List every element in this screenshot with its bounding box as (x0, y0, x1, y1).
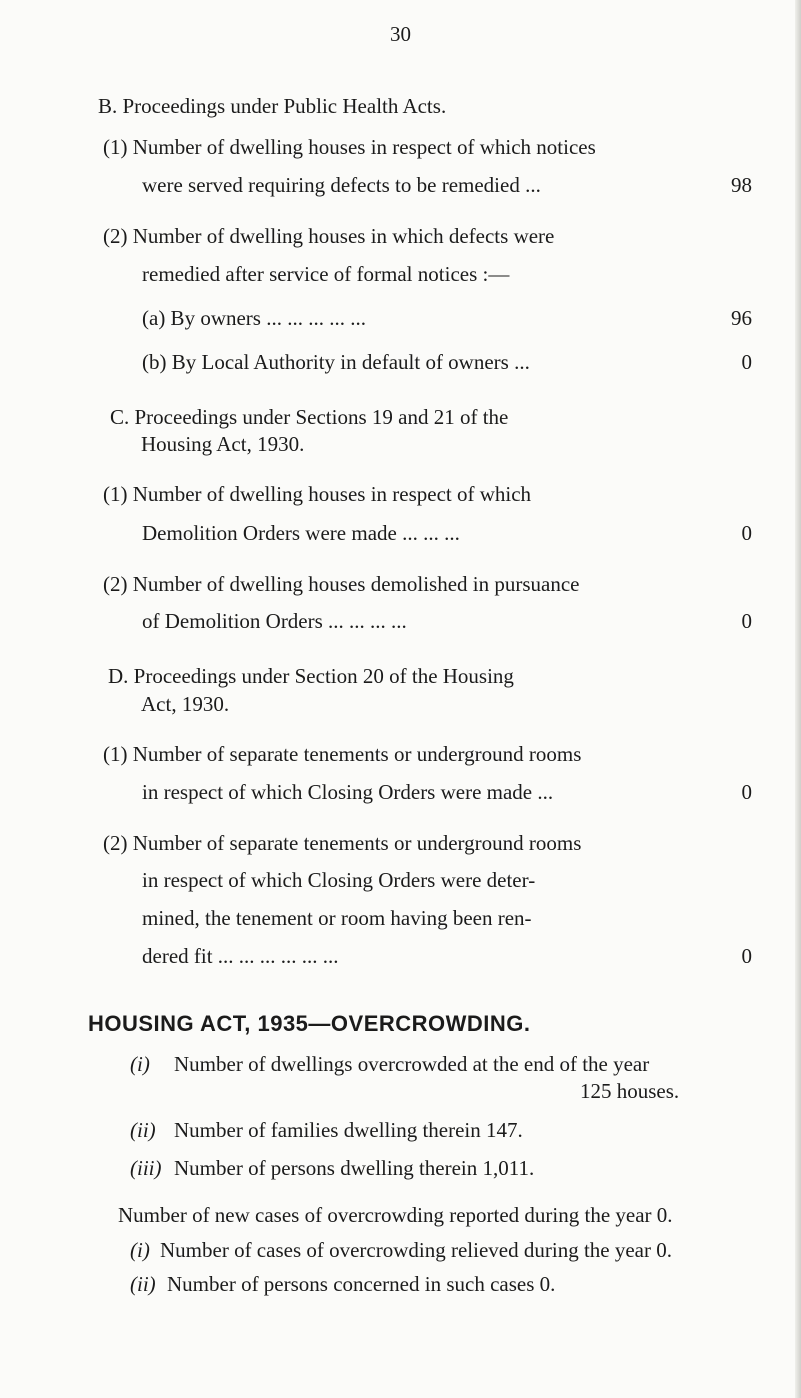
page-number: 30 (390, 22, 411, 46)
section-b-item2a-value: 96 (731, 306, 752, 330)
section-b-item2b-value: 0 (741, 350, 752, 374)
section-d-item2-line4: dered fit ... ... ... ... ... ... (142, 944, 339, 968)
overcrowding-new-cases: Number of new cases of overcrowding reported during the year 0. (118, 1203, 673, 1227)
overcrowding-iii-text: Number of persons dwelling therein 1,011. (174, 1156, 535, 1180)
section-d-item2-line3: mined, the tenement or room having been ren- (142, 906, 532, 930)
section-d-item1-line2: in respect of which Closing Orders were made ... (142, 780, 554, 804)
section-d-item2-value: 0 (741, 944, 752, 968)
section-c-heading-line1: C. Proceedings under Sections 19 and 21 of the (110, 405, 509, 429)
overcrowding-relieved-label (130, 1240, 150, 1261)
section-c-item2-value: 0 (741, 609, 752, 633)
section-c-item1-line1: (1) Number of dwelling houses in respect of which (103, 482, 532, 506)
overcrowding-i-label (130, 1054, 150, 1075)
section-b-item2-line2: remedied after service of formal notices :— (142, 262, 510, 286)
overcrowding-relieved-text: Number of cases of overcrowding relieved during the year 0. (160, 1238, 672, 1262)
section-b-item2-line1: (2) Number of dwelling houses in which defects were (103, 224, 555, 248)
section-d-heading-line1: D. Proceedings under Section 20 of the Housing (108, 664, 514, 688)
section-c-item1-value: 0 (741, 521, 752, 545)
overcrowding-relieved-label-text: (i) (130, 1238, 150, 1262)
section-c-item2-line2: of Demolition Orders ... ... ... ... (142, 609, 407, 633)
section-d-heading-line2: Act, 1930. (141, 692, 230, 716)
section-b-heading: B. Proceedings under Public Health Acts. (98, 94, 447, 118)
overcrowding-i-text: Number of dwellings overcrowded at the end of the year (174, 1052, 650, 1076)
overcrowding-heading: HOUSING ACT, 1935—OVERCROWDING. (88, 1011, 531, 1036)
section-c-heading-line2: Housing Act, 1930. (141, 432, 305, 456)
overcrowding-ii-label (130, 1120, 156, 1141)
section-d-item2-line2: in respect of which Closing Orders were deter- (142, 868, 536, 892)
section-b-item1-line2: were served requiring defects to be remedied ... (142, 173, 541, 197)
overcrowding-ii-label-text: (ii) (130, 1118, 156, 1142)
section-d-item1-line1: (1) Number of separate tenements or underground rooms (103, 742, 582, 766)
section-c-item2-line1: (2) Number of dwelling houses demolished in pursuance (103, 572, 580, 596)
overcrowding-iii-label-text: (iii) (130, 1156, 162, 1180)
section-d-item1-value: 0 (741, 780, 752, 804)
overcrowding-persons-label-text: (ii) (130, 1272, 156, 1296)
section-b-item2a-label: (a) By owners ... ... ... ... ... (142, 306, 366, 330)
overcrowding-iii-label (130, 1158, 162, 1179)
overcrowding-ii-text: Number of families dwelling therein 147. (174, 1118, 523, 1142)
section-c-item1-line2: Demolition Orders were made ... ... ... (142, 521, 460, 545)
section-b-item1-line1: (1) Number of dwelling houses in respect of which notices (103, 135, 596, 159)
overcrowding-persons-label (130, 1274, 156, 1295)
section-b-item2b-label: (b) By Local Authority in default of owners ... (142, 350, 530, 374)
section-d-item2-line1: (2) Number of separate tenements or underground rooms (103, 831, 582, 855)
overcrowding-persons-text: Number of persons concerned in such cases 0. (167, 1272, 556, 1296)
overcrowding-i-label-text: (i) (130, 1052, 150, 1076)
overcrowding-i-value: 125 houses. (580, 1079, 680, 1103)
page-edge-shadow (795, 0, 801, 1398)
section-b-item1-value: 98 (731, 173, 752, 197)
